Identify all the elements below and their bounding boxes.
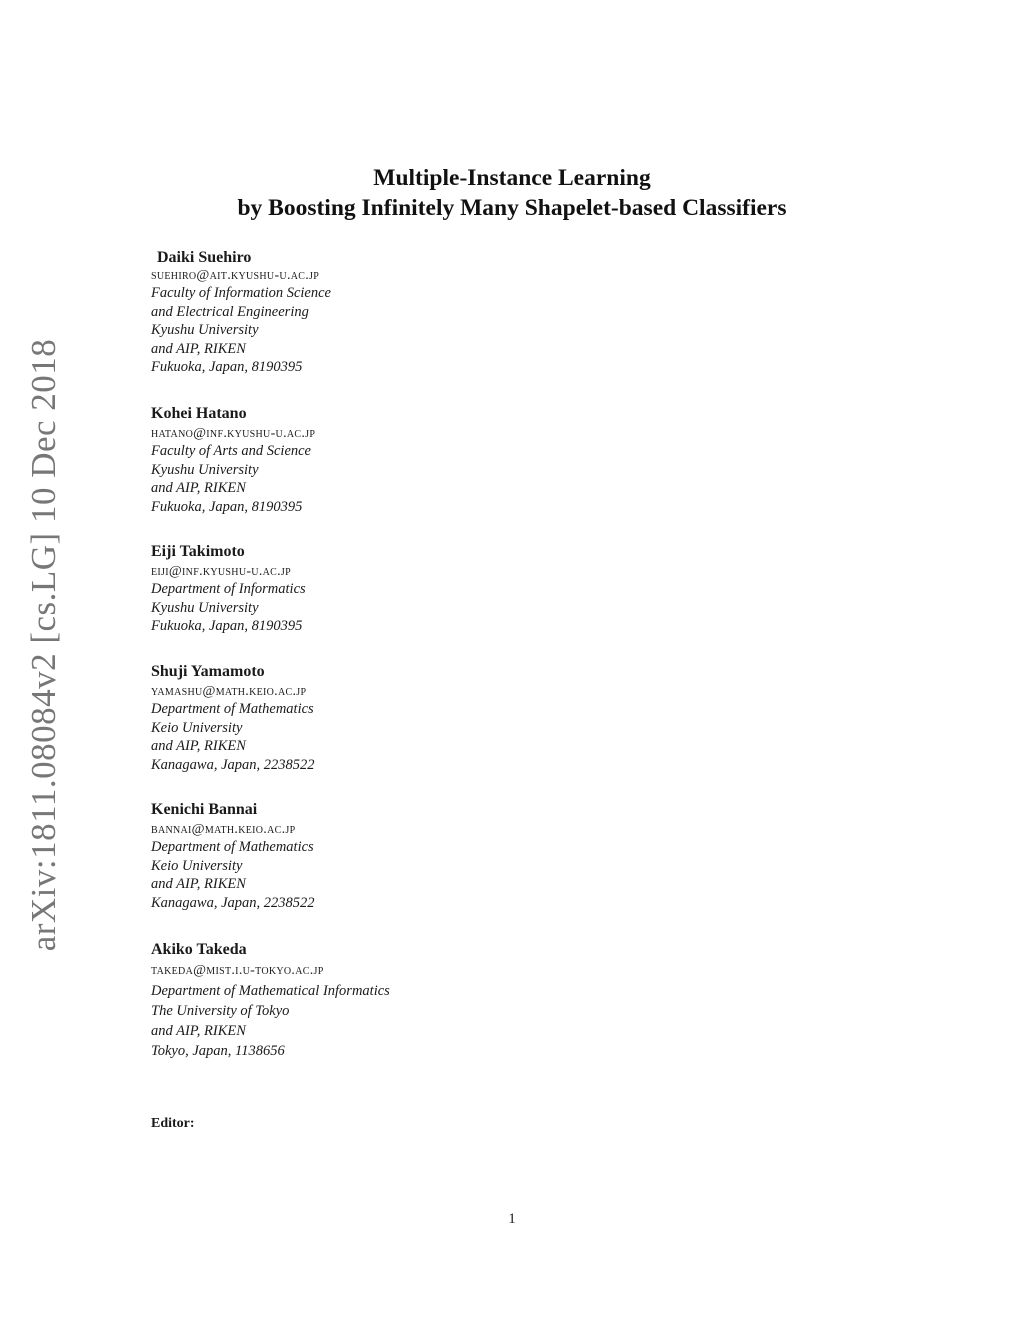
affiliation-line: and Electrical Engineering <box>151 303 309 320</box>
paper-title <box>0 163 1024 223</box>
affiliation-line: Kyushu University <box>151 322 259 338</box>
affiliation-line: Faculty of Information Science <box>151 285 331 301</box>
affiliation-line: Kyushu University <box>151 599 259 616</box>
page-number: 1 <box>508 1211 516 1227</box>
affiliation-line: Faculty of Arts and Science <box>151 443 311 459</box>
affiliation-line: Tokyo, Japan, 1138656 <box>151 1043 285 1059</box>
author-name: Eiji Takimoto <box>151 543 245 560</box>
affiliation-line: and AIP, RIKEN <box>151 340 246 357</box>
affiliation-line: Department of Mathematics <box>151 839 314 855</box>
title-line-1: Multiple-Instance Learning <box>373 165 651 191</box>
author-email: hatano@inf.kyushu-u.ac.jp <box>151 426 316 441</box>
author-name: Kenichi Bannai <box>151 801 258 818</box>
affiliation-line: Department of Informatics <box>151 581 306 597</box>
affiliation-line: Fukuoka, Japan, 8190395 <box>151 618 303 634</box>
affiliation-line: Fukuoka, Japan, 8190395 <box>151 359 303 375</box>
affiliation-line: Fukuoka, Japan, 8190395 <box>151 498 303 515</box>
title-line-2: by Boosting Infinitely Many Shapelet-based Classifiers <box>237 195 787 221</box>
affiliation-line: Kanagawa, Japan, 2238522 <box>151 756 315 773</box>
author-name: Akiko Takeda <box>151 941 247 958</box>
author-email: takeda@mist.i.u-tokyo.ac.jp <box>151 963 324 978</box>
author-email: yamashu@math.keio.ac.jp <box>151 684 307 699</box>
affiliation-line: Department of Mathematics <box>151 701 314 717</box>
author-email: bannai@math.keio.ac.jp <box>151 822 296 837</box>
affiliation-line: Keio University <box>151 857 243 874</box>
affiliation-line: The University of Tokyo <box>151 1003 290 1019</box>
author-block <box>151 940 390 1061</box>
author-block <box>151 542 306 636</box>
author-email: eiji@inf.kyushu-u.ac.jp <box>151 564 291 579</box>
affiliation-line: and AIP, RIKEN <box>151 738 246 754</box>
author-block <box>151 800 315 912</box>
affiliation-line: Kyushu University <box>151 461 259 478</box>
affiliation-line: and AIP, RIKEN <box>151 1023 246 1039</box>
author-name: Kohei Hatano <box>151 405 247 422</box>
affiliation-line: and AIP, RIKEN <box>151 876 246 892</box>
author-name: Daiki Suehiro <box>157 249 252 266</box>
author-block <box>151 404 315 516</box>
author-name: Shuji Yamamoto <box>151 663 265 680</box>
author-email: suehiro@ait.kyushu-u.ac.jp <box>151 268 320 283</box>
affiliation-line: Kanagawa, Japan, 2238522 <box>151 894 315 911</box>
affiliation-line: Department of Mathematical Informatics <box>151 983 390 999</box>
arxiv-stamp: arXiv:1811.08084v2 [cs.LG] 10 Dec 2018 <box>24 338 63 952</box>
author-block <box>157 248 251 269</box>
affiliation-line: Keio University <box>151 719 243 736</box>
author-block <box>151 662 315 774</box>
editor-label: Editor: <box>151 1116 195 1131</box>
author-details <box>151 267 331 377</box>
affiliation-line: and AIP, RIKEN <box>151 480 246 496</box>
